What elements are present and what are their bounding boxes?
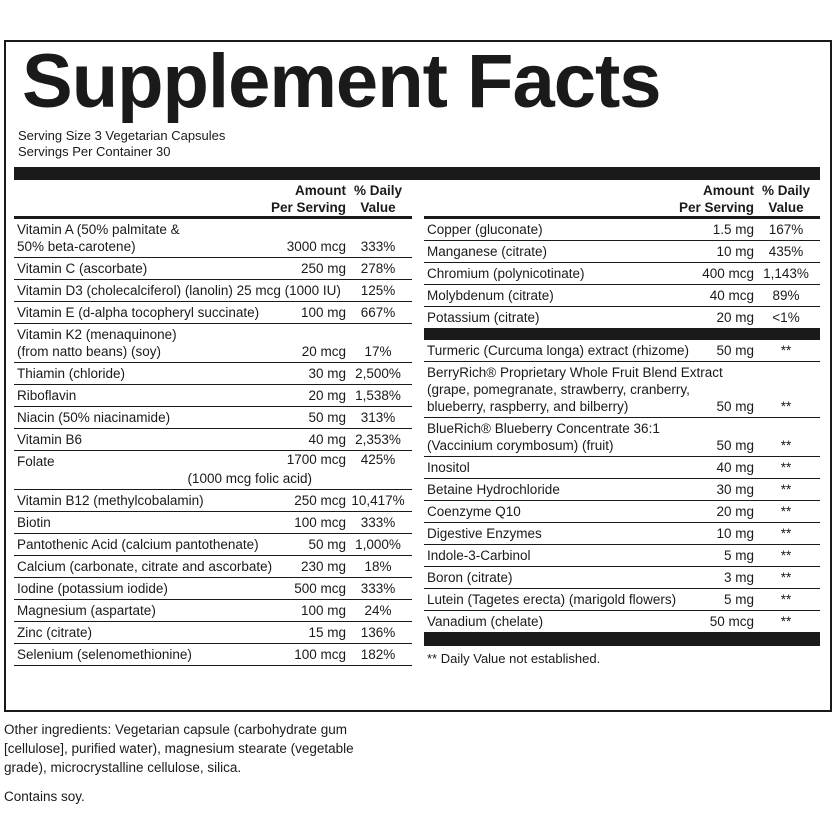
dv-header-line1: % Daily	[761, 183, 811, 198]
amount-header	[679, 182, 754, 216]
panel-title: Supplement Facts	[22, 39, 661, 124]
nutrient-row	[14, 280, 412, 302]
nutrient-daily-value: 425%	[360, 452, 396, 467]
nutrient-name: Potassium (citrate)	[427, 310, 540, 325]
amount-header-line2: Per Serving	[678, 200, 754, 215]
nutrient-row	[14, 451, 412, 490]
nutrient-row	[424, 362, 820, 418]
nutrient-row	[14, 407, 412, 429]
nutrient-row	[424, 418, 820, 457]
nutrient-amount: 20 mg	[716, 504, 754, 519]
nutrient-name: Calcium (carbonate, citrate and ascorbate)	[17, 559, 273, 574]
nutrient-amount: 5 mg	[723, 548, 754, 563]
nutrient-daily-value: **	[780, 504, 792, 519]
daily-value-header	[754, 182, 818, 216]
nutrient-amount: 20 mcg	[301, 344, 346, 359]
servings-per-container: Servings Per Container 30	[18, 144, 171, 159]
nutrient-row	[14, 556, 412, 578]
nutrient-amount: 15 mg	[308, 625, 346, 640]
nutrient-daily-value: 2,353%	[355, 432, 401, 447]
amount-header-line1: Amount	[703, 183, 754, 198]
nutrient-daily-value: **	[780, 592, 792, 607]
nutrient-daily-value: 667%	[360, 305, 396, 320]
nutrient-daily-value: 333%	[360, 239, 396, 254]
nutrient-row	[424, 219, 820, 241]
nutrient-row	[424, 589, 820, 611]
nutrient-amount: 3 mg	[723, 570, 754, 585]
nutrient-amount: 50 mg	[308, 410, 346, 425]
nutrient-source: (Vaccinium corymbosum) (fruit)	[427, 438, 614, 453]
nutrient-source: (from natto beans) (soy)	[17, 344, 162, 359]
nutrient-daily-value: 1,000%	[355, 537, 401, 552]
nutrient-name: Digestive Enzymes	[427, 526, 542, 541]
nutrient-daily-value: **	[780, 482, 792, 497]
nutrient-name: Vitamin B6	[17, 432, 83, 447]
nutrient-daily-value: 313%	[360, 410, 396, 425]
nutrient-daily-value: 167%	[768, 222, 804, 237]
left-nutrient-rows	[14, 219, 412, 666]
nutrient-amount: 10 mg	[716, 244, 754, 259]
nutrient-row	[424, 285, 820, 307]
left-column-header	[14, 180, 412, 219]
nutrient-daily-value: <1%	[772, 310, 800, 325]
nutrient-source: 50% beta-carotene)	[17, 239, 136, 254]
nutrient-row	[14, 429, 412, 451]
nutrient-name: Vitamin E (d-alpha tocopheryl succinate)	[17, 305, 260, 320]
serving-size: Serving Size 3 Vegetarian Capsules	[18, 128, 226, 143]
nutrient-amount: 40 mcg	[709, 288, 754, 303]
nutrient-row	[424, 307, 820, 329]
nutrient-name: Folate	[17, 454, 55, 469]
nutrient-row	[424, 479, 820, 501]
nutrient-daily-value: **	[780, 548, 792, 563]
nutrient-amount: 3000 mcg	[286, 239, 346, 254]
dv-header-line1: % Daily	[353, 183, 403, 198]
nutrient-name: Coenzyme Q10	[427, 504, 521, 519]
nutrient-name: Selenium (selenomethionine)	[17, 647, 192, 662]
right-column-header	[424, 180, 820, 219]
nutrient-row	[14, 600, 412, 622]
nutrient-amount: 30 mg	[308, 366, 346, 381]
nutrient-amount: 20 mg	[308, 388, 346, 403]
nutrient-row	[14, 385, 412, 407]
nutrient-name: Lutein (Tagetes erecta) (marigold flowers)	[427, 592, 677, 607]
nutrient-name: Zinc (citrate)	[17, 625, 93, 640]
nutrient-row	[14, 324, 412, 363]
nutrient-daily-value: **	[780, 614, 792, 629]
nutrient-name: Indole-3-Carbinol	[427, 548, 531, 563]
nutrient-amount: 1.5 mg	[712, 222, 754, 237]
nutrient-daily-value: 278%	[360, 261, 396, 276]
nutrient-name: Iodine (potassium iodide)	[17, 581, 168, 596]
nutrient-row	[424, 545, 820, 567]
nutrient-row	[14, 512, 412, 534]
nutrient-daily-value: **	[780, 460, 792, 475]
nutrient-amount: 50 mg	[716, 399, 754, 414]
nutrient-daily-value: **	[780, 438, 792, 453]
nutrient-daily-value: 10,417%	[351, 493, 405, 508]
nutrient-row	[14, 302, 412, 324]
nutrient-amount: 5 mg	[723, 592, 754, 607]
nutrient-name: Pantothenic Acid (calcium pantothenate)	[17, 537, 259, 552]
nutrient-amount: 100 mcg	[294, 515, 346, 530]
nutrient-daily-value: 182%	[360, 647, 396, 662]
nutrient-amount: 40 mg	[308, 432, 346, 447]
nutrient-row	[14, 644, 412, 666]
nutrient-daily-value: 125%	[360, 283, 396, 298]
nutrient-daily-value: 1,143%	[763, 266, 809, 281]
nutrient-daily-value: 18%	[364, 559, 392, 574]
dv-header-line2: Value	[768, 200, 804, 215]
nutrient-daily-value: 136%	[360, 625, 396, 640]
nutrient-amount: 250 mcg	[294, 493, 346, 508]
nutrient-amount: 400 mcg	[702, 266, 754, 281]
nutrient-row	[424, 611, 820, 633]
nutrient-name: BerryRich® Proprietary Whole Fruit Blend Extract	[427, 365, 723, 380]
bottom-thick-bar	[424, 633, 820, 646]
amount-header	[271, 182, 346, 216]
nutrient-row	[424, 340, 820, 362]
nutrient-amount: 100 mg	[300, 305, 346, 320]
nutrient-daily-value: 2,500%	[355, 366, 401, 381]
nutrient-daily-value: 17%	[364, 344, 392, 359]
right-column	[424, 180, 820, 672]
nutrient-amount: 50 mg	[716, 438, 754, 453]
nutrient-name: Vitamin A (50% palmitate &	[17, 222, 180, 237]
nutrient-source: (grape, pomegranate, strawberry, cranberry,	[427, 382, 690, 397]
nutrient-amount: 230 mg	[300, 559, 346, 574]
nutrient-amount: 20 mg	[716, 310, 754, 325]
nutrient-amount: 30 mg	[716, 482, 754, 497]
nutrient-name: Inositol	[427, 460, 470, 475]
allergen-statement: Contains soy.	[4, 789, 85, 804]
nutrient-name: Boron (citrate)	[427, 570, 513, 585]
nutrient-amount: 50 mg	[308, 537, 346, 552]
right-nutrient-rows	[424, 219, 820, 329]
nutrient-row	[14, 363, 412, 385]
serving-info	[18, 128, 225, 160]
nutrient-name: Niacin (50% niacinamide)	[17, 410, 171, 425]
nutrient-row	[424, 567, 820, 589]
nutrient-name: Vitamin B12 (methylcobalamin)	[17, 493, 204, 508]
nutrient-amount: 250 mg	[300, 261, 346, 276]
nutrient-amount: 1700 mcg	[286, 452, 346, 467]
left-column	[14, 180, 412, 666]
nutrient-name: Vitamin K2 (menaquinone)	[17, 327, 177, 342]
other-ingredients: Other ingredients: Vegetarian capsule (carbohydrate gum [cellulose], purified water), magnesium stearate (vegetable grade), microcrystalline cellulose, silica.	[4, 722, 354, 775]
nutrient-daily-value: 333%	[360, 581, 396, 596]
nutrient-amount: 40 mg	[716, 460, 754, 475]
nutrient-row	[14, 258, 412, 280]
top-thick-bar	[14, 167, 820, 180]
nutrient-amount: 50 mcg	[709, 614, 754, 629]
nutrient-name: Manganese (citrate)	[427, 244, 548, 259]
nutrient-row	[14, 622, 412, 644]
nutrient-daily-value: 435%	[768, 244, 804, 259]
right-ingredient-rows	[424, 340, 820, 633]
nutrient-amount: 50 mg	[716, 343, 754, 358]
nutrient-row	[424, 457, 820, 479]
nutrient-daily-value: 89%	[772, 288, 800, 303]
footnote: ** Daily Value not established.	[427, 651, 601, 666]
nutrient-row	[424, 241, 820, 263]
nutrient-name: Chromium (polynicotinate)	[427, 266, 585, 281]
nutrient-amount: 10 mg	[716, 526, 754, 541]
nutrient-row	[14, 219, 412, 258]
nutrient-name: Riboflavin	[17, 388, 77, 403]
nutrient-source: blueberry, raspberry, and bilberry)	[427, 399, 629, 414]
nutrient-name: Molybdenum (citrate)	[427, 288, 554, 303]
nutrient-daily-value: **	[780, 526, 792, 541]
nutrient-amount: 100 mg	[300, 603, 346, 618]
nutrient-daily-value: 333%	[360, 515, 396, 530]
nutrient-name: Magnesium (aspartate)	[17, 603, 156, 618]
nutrient-name: Vitamin D3 (cholecalciferol) (lanolin) 25 mcg (1000 IU)	[17, 283, 341, 298]
nutrient-amount: 100 mcg	[294, 647, 346, 662]
dv-header-line2: Value	[360, 200, 396, 215]
section-divider-bar	[424, 329, 820, 340]
nutrient-name: Betaine Hydrochloride	[427, 482, 560, 497]
nutrient-daily-value: **	[780, 343, 792, 358]
nutrient-row	[14, 490, 412, 512]
nutrient-name: Vitamin C (ascorbate)	[17, 261, 148, 276]
nutrient-note: (1000 mcg folic acid)	[187, 471, 312, 486]
amount-header-line2: Per Serving	[270, 200, 346, 215]
amount-header-line1: Amount	[295, 183, 346, 198]
nutrient-row	[14, 534, 412, 556]
nutrient-daily-value: 1,538%	[355, 388, 401, 403]
nutrient-amount: 500 mcg	[294, 581, 346, 596]
nutrient-name: Copper (gluconate)	[427, 222, 543, 237]
nutrient-daily-value: **	[780, 570, 792, 585]
nutrient-daily-value: **	[780, 399, 792, 414]
daily-value-header	[346, 182, 410, 216]
nutrient-row	[424, 263, 820, 285]
nutrient-row	[424, 501, 820, 523]
nutrient-name: Vanadium (chelate)	[427, 614, 544, 629]
nutrient-name: Biotin	[17, 515, 51, 530]
nutrient-name: Thiamin (chloride)	[17, 366, 126, 381]
nutrient-daily-value: 24%	[364, 603, 392, 618]
nutrient-row	[424, 523, 820, 545]
nutrient-name: BlueRich® Blueberry Concentrate 36:1	[427, 421, 660, 436]
nutrient-name: Turmeric (Curcuma longa) extract (rhizome)	[427, 343, 690, 358]
nutrient-row	[14, 578, 412, 600]
